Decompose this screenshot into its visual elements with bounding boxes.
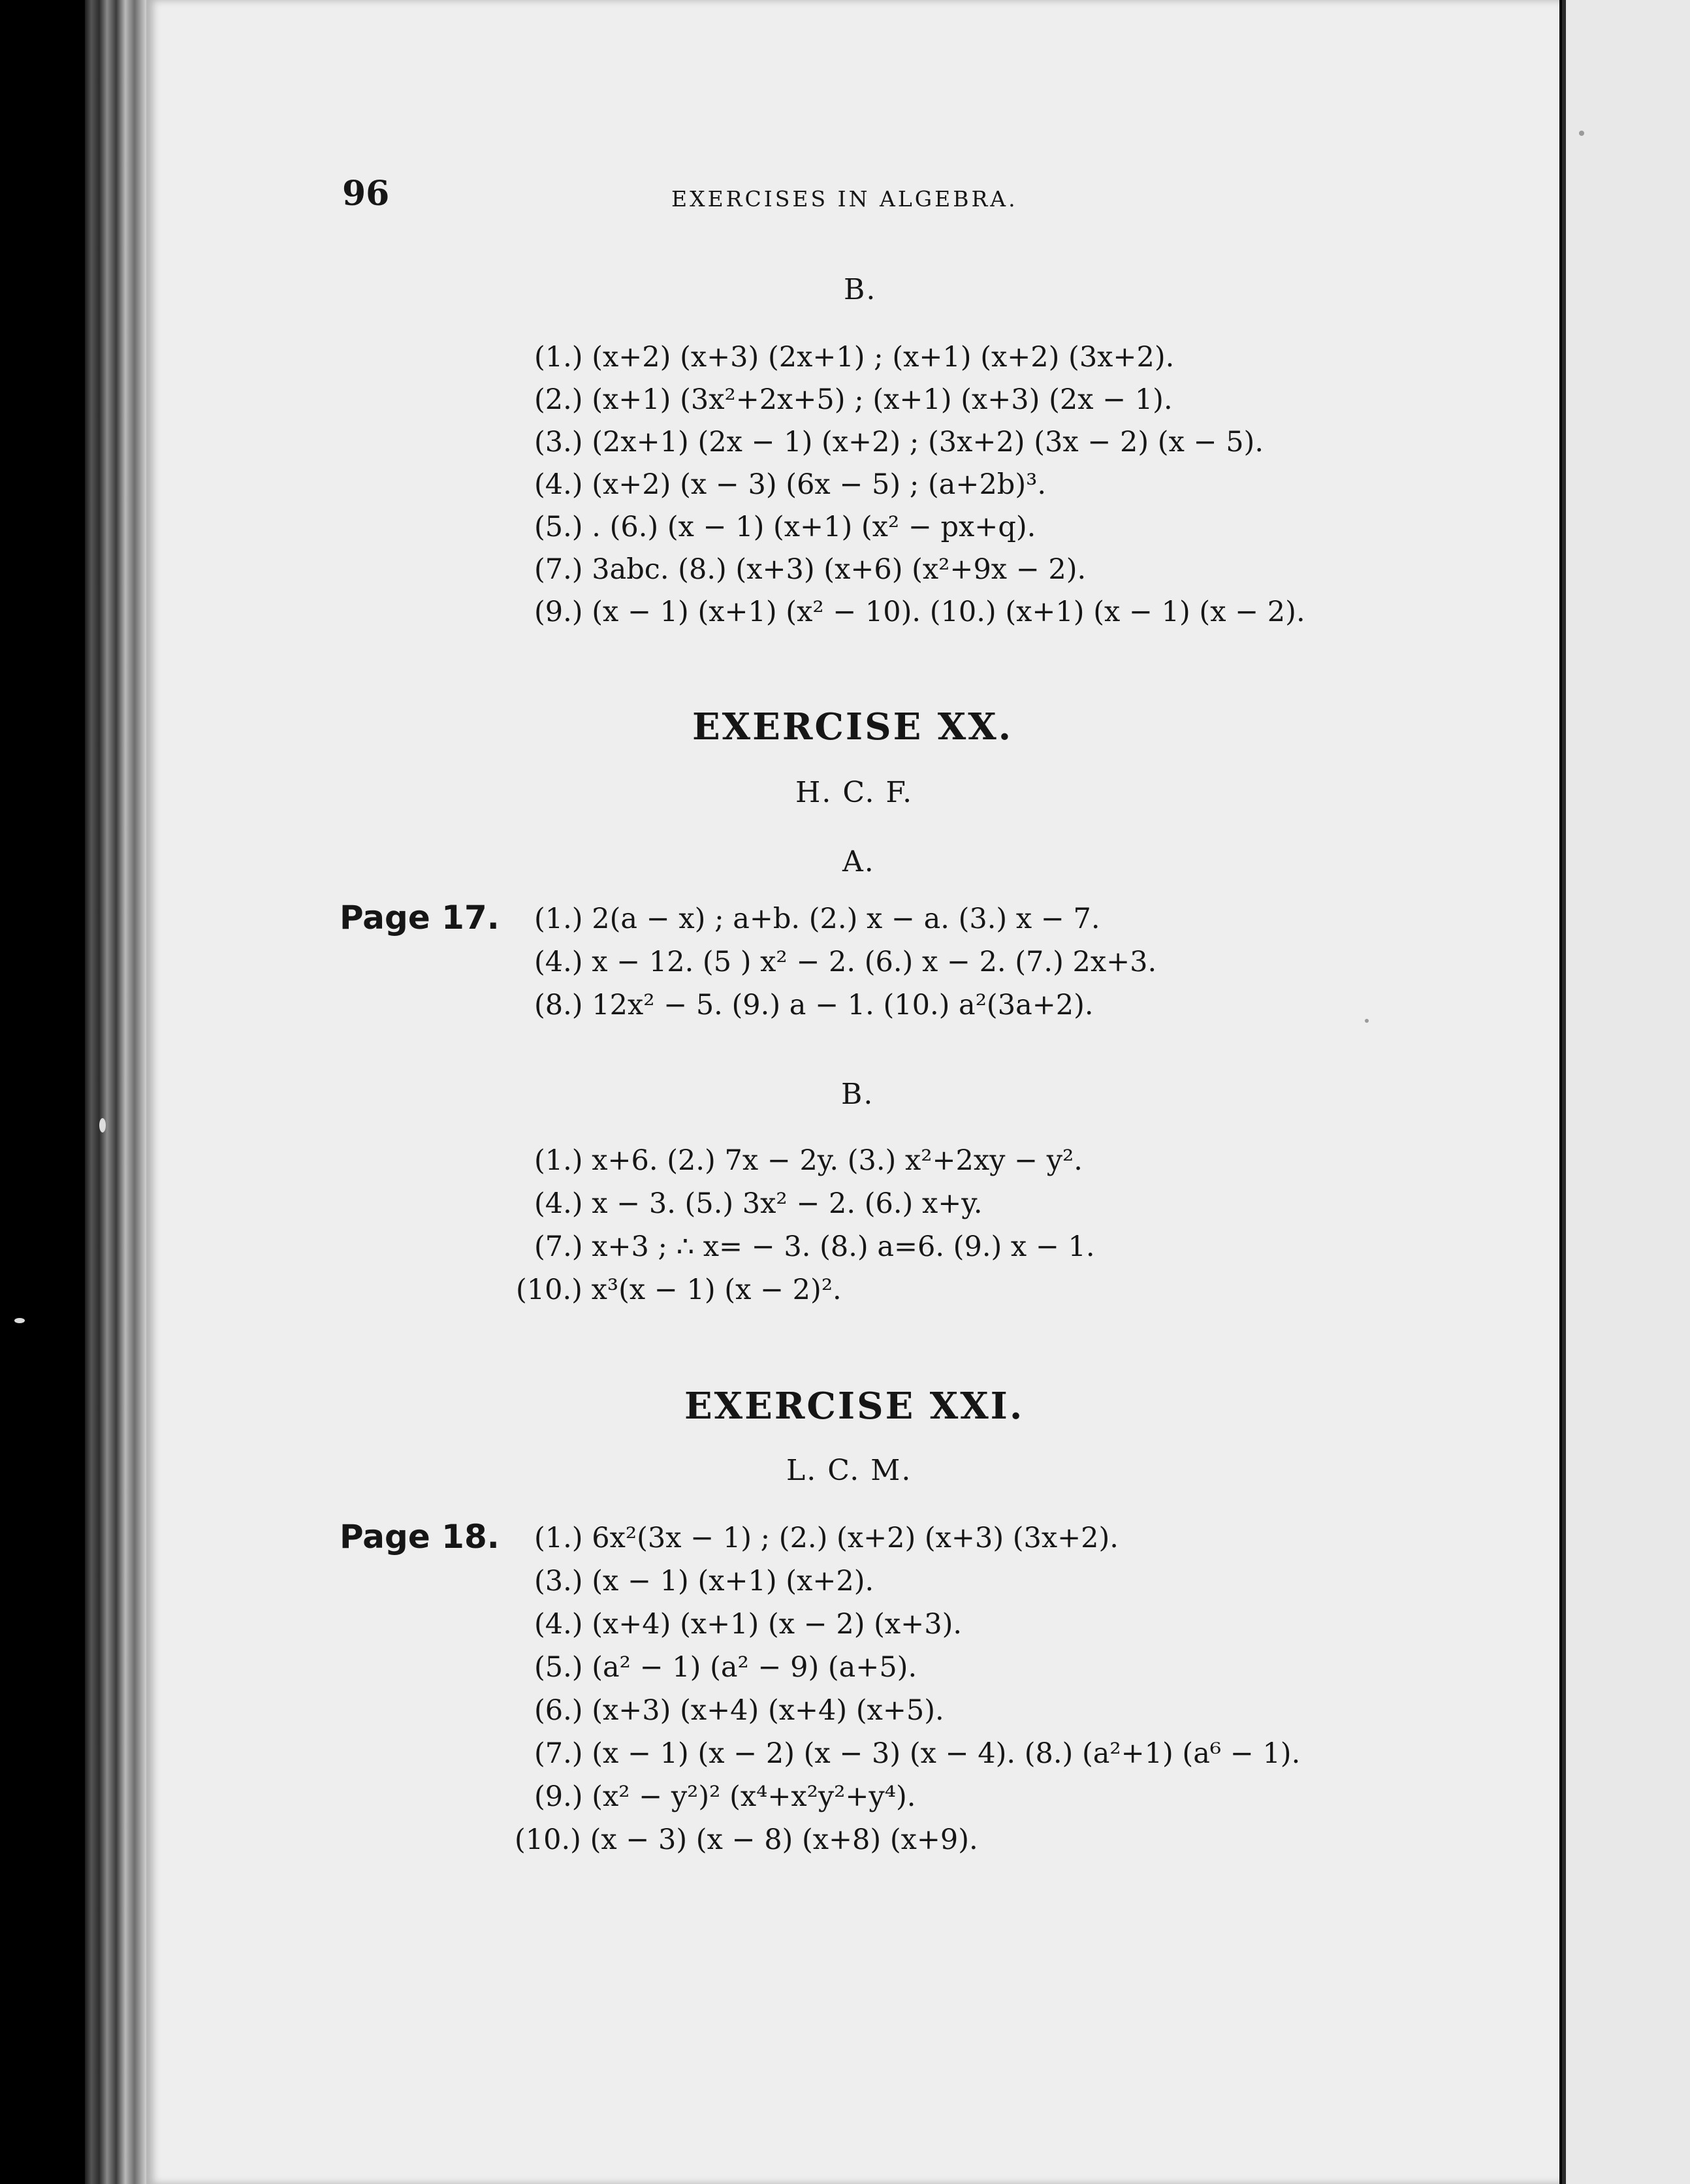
answer-line: (6.) (x+3) (x+4) (x+4) (x+5).: [534, 1694, 944, 1727]
answer-line: (7.) 3abc. (8.) (x+3) (x+6) (x²+9x − 2).: [534, 553, 1087, 586]
book-spine: [85, 0, 148, 2184]
exercise-xxi-subtitle: L. C. M.: [786, 1454, 912, 1487]
running-head: EXERCISES IN ALGEBRA.: [671, 186, 1018, 212]
exercise-xxi-title: EXERCISE XXI.: [684, 1385, 1025, 1428]
answer-line: (4.) (x+4) (x+1) (x − 2) (x+3).: [534, 1608, 963, 1641]
answer-line: (9.) (x² − y²)² (x⁴+x²y²+y⁴).: [534, 1780, 916, 1813]
page-number: 96: [342, 174, 390, 214]
answer-line: (1.) x+6. (2.) 7x − 2y. (3.) x²+2xy − y².: [534, 1144, 1083, 1177]
answer-line: (5.) (a² − 1) (a² − 9) (a+5).: [534, 1651, 917, 1684]
section-b-heading: B.: [844, 273, 877, 306]
page-18-label: Page 18.: [340, 1518, 500, 1556]
scan-speck: [14, 1318, 25, 1323]
answer-line: (7.) x+3 ; ∴ x= − 3. (8.) a=6. (9.) x − 1.: [534, 1230, 1095, 1263]
answer-line: (4.) x − 12. (5 ) x² − 2. (6.) x − 2. (7.) 2x+3.: [534, 946, 1157, 978]
page-17-label: Page 17.: [340, 899, 500, 937]
scan-speck: [99, 1118, 106, 1132]
exercise-xx-title: EXERCISE XX.: [692, 705, 1013, 748]
answer-line: (2.) (x+1) (3x²+2x+5) ; (x+1) (x+3) (2x − 1).: [534, 383, 1173, 416]
answer-line: (10.) x³(x − 1) (x − 2)².: [516, 1274, 842, 1306]
answer-line: (4.) (x+2) (x − 3) (6x − 5) ; (a+2b)³.: [534, 468, 1047, 501]
scan-speck: [1365, 1019, 1369, 1023]
scan-speck: [1579, 131, 1584, 136]
answer-line: (3.) (2x+1) (2x − 1) (x+2) ; (3x+2) (3x − 2) (x − 5).: [534, 426, 1264, 458]
answer-line: (9.) (x − 1) (x+1) (x² − 10). (10.) (x+1) (x − 1) (x − 2).: [534, 596, 1305, 628]
answer-line: (7.) (x − 1) (x − 2) (x − 3) (x − 4). (8.) (a²+1) (a⁶ − 1).: [534, 1737, 1301, 1770]
answer-line: (1.) 6x²(3x − 1) ; (2.) (x+2) (x+3) (3x+2).: [534, 1522, 1119, 1554]
answer-line: (1.) (x+2) (x+3) (2x+1) ; (x+1) (x+2) (3x+2).: [534, 341, 1175, 374]
section-a-heading: A.: [842, 845, 875, 878]
facing-page-edge: [1562, 0, 1690, 2184]
answer-line: (4.) x − 3. (5.) 3x² − 2. (6.) x+y.: [534, 1187, 983, 1220]
answer-line: (5.) . (6.) (x − 1) (x+1) (x² − px+q).: [534, 511, 1036, 543]
answer-line: (8.) 12x² − 5. (9.) a − 1. (10.) a²(3a+2).: [534, 989, 1094, 1021]
exercise-xx-subtitle: H. C. F.: [795, 776, 914, 809]
section-b-heading: B.: [841, 1078, 874, 1111]
answer-line: (10.) (x − 3) (x − 8) (x+8) (x+9).: [515, 1823, 978, 1856]
answer-line: (3.) (x − 1) (x+1) (x+2).: [534, 1565, 874, 1598]
answer-line: (1.) 2(a − x) ; a+b. (2.) x − a. (3.) x − 7.: [534, 903, 1100, 935]
